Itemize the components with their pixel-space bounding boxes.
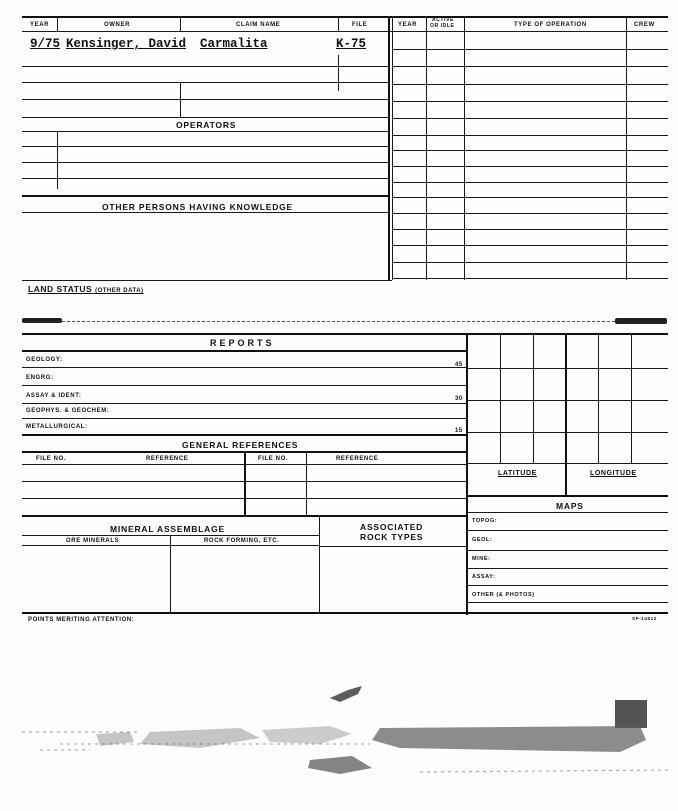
activity-row-line — [392, 245, 668, 246]
owner-col-divider — [338, 55, 339, 91]
header-divider — [626, 16, 627, 32]
maps-topog: TOPOG: — [472, 518, 498, 524]
report-num-45: 45 — [455, 362, 463, 368]
gr-reference-2: REFERENCE — [336, 456, 379, 462]
rock-forming-label: ROCK FORMING, ETC. — [204, 538, 280, 544]
activity-row-line — [392, 229, 668, 230]
reports-title-line — [22, 350, 468, 352]
report-line — [22, 367, 466, 368]
gr-file-no-1: FILE NO. — [36, 456, 67, 462]
header-owner: OWNER — [104, 22, 130, 28]
maps-title: MAPS — [556, 501, 584, 511]
reports-right-border — [466, 333, 468, 615]
maps-line — [468, 512, 668, 513]
gr-reference-1: REFERENCE — [146, 456, 189, 462]
scan-noise — [0, 660, 678, 811]
operators-line — [22, 178, 388, 179]
header-divider — [338, 16, 339, 32]
maps-line — [468, 602, 668, 603]
header-bottom-line — [22, 31, 668, 32]
entry-owner[interactable]: Kensinger, David — [66, 37, 187, 51]
header-divider — [464, 16, 465, 32]
operators-line — [22, 131, 388, 132]
coord-grid-line — [598, 335, 599, 463]
operators-line — [22, 162, 388, 163]
header-divider — [57, 16, 58, 32]
report-geology: GEOLOGY: — [26, 357, 63, 363]
gr-col-divider — [244, 451, 246, 515]
coord-grid-line — [500, 335, 501, 463]
header-file: FILE — [352, 22, 368, 28]
maps-other: OTHER (& PHOTOS) — [472, 592, 535, 598]
header-or-idle: OR IDLE — [430, 23, 455, 29]
operators-bottom — [22, 195, 388, 197]
activity-row-line — [392, 197, 668, 198]
form-number: SP-14812 — [632, 616, 657, 621]
maps-line — [468, 585, 668, 586]
header-divider — [180, 16, 181, 32]
form-bottom-line — [22, 612, 668, 614]
owner-row-line — [22, 82, 388, 83]
coord-grid-hline — [468, 368, 668, 369]
header-active: ACTIVE — [432, 17, 454, 23]
associated-rock-types-2: ROCK TYPES — [360, 532, 424, 542]
gr-bottom-line — [22, 515, 466, 517]
gr-col-divider — [306, 451, 307, 515]
land-status-label: LAND STATUS (OTHER DATA) — [28, 284, 144, 294]
maps-line — [468, 568, 668, 569]
maps-geol: GEOL: — [472, 537, 493, 543]
report-num-15: 15 — [455, 428, 463, 434]
report-num-30: 30 — [455, 396, 463, 402]
other-persons-line — [22, 212, 388, 213]
header-year-right: YEAR — [398, 22, 418, 28]
activity-row-line — [392, 166, 668, 167]
owner-col-divider — [180, 82, 181, 117]
column-divider-inner — [392, 16, 393, 280]
reports-top-border — [22, 333, 668, 335]
general-references-title: GENERAL REFERENCES — [182, 440, 299, 450]
coord-grid-line — [533, 335, 534, 463]
mineral-assemblage-title: MINERAL ASSEMBLAGE — [110, 524, 225, 534]
longitude-label: LONGITUDE — [590, 470, 637, 477]
report-line — [22, 385, 466, 386]
coord-grid-hline — [468, 463, 668, 464]
report-assay-ident: ASSAY & IDENT: — [26, 393, 82, 399]
owner-row-line — [22, 99, 388, 100]
entry-year[interactable]: 9/75 — [30, 37, 61, 51]
entry-file[interactable]: K-75 — [336, 37, 367, 51]
operators-title: OPERATORS — [176, 120, 237, 130]
report-metallurgical: METALLURGICAL: — [26, 424, 88, 430]
report-line — [22, 418, 466, 419]
report-engrg: ENGRG: — [26, 375, 54, 381]
maps-line — [468, 530, 668, 531]
rock-types-line — [319, 546, 466, 547]
ore-minerals-label: ORE MINERALS — [66, 538, 120, 544]
reports-bottom-line — [22, 434, 466, 436]
activity-row-line — [392, 118, 668, 119]
activity-row-line — [392, 84, 668, 85]
mineral-col-divider — [170, 535, 171, 613]
activity-row-line — [392, 182, 668, 183]
owner-row-line — [22, 66, 388, 67]
form-top-border — [22, 16, 668, 18]
entry-claim-name[interactable]: Carmalita — [200, 37, 268, 51]
owner-row-line — [22, 117, 388, 118]
operators-line — [22, 146, 388, 147]
activity-row-line — [392, 262, 668, 263]
activity-row-line — [392, 213, 668, 214]
maps-mine: MINE: — [472, 556, 491, 562]
column-divider — [388, 16, 390, 280]
other-persons-title: OTHER PERSONS HAVING KNOWLEDGE — [102, 202, 294, 212]
header-claim-name: CLAIM NAME — [236, 22, 281, 28]
coord-grid-hline — [468, 432, 668, 433]
header-type-of-operation: TYPE OF OPERATION — [514, 22, 587, 28]
associated-rock-types-1: ASSOCIATED — [360, 522, 424, 532]
mineral-divider — [319, 515, 320, 613]
activity-row-line — [392, 135, 668, 136]
scan-artifact — [615, 318, 667, 324]
gr-file-no-2: FILE NO. — [258, 456, 289, 462]
coord-grid-line — [631, 335, 632, 463]
maps-top-line — [468, 495, 668, 497]
activity-row-line — [392, 150, 668, 151]
activity-row-line — [392, 49, 668, 50]
header-crew: CREW — [634, 22, 655, 28]
maps-assay: ASSAY: — [472, 574, 496, 580]
header-year: YEAR — [30, 22, 50, 28]
report-line — [22, 403, 466, 404]
scan-artifact — [22, 318, 62, 323]
activity-col-divider — [626, 31, 627, 280]
header-divider — [426, 16, 427, 32]
maps-line — [468, 550, 668, 551]
activity-row-line — [392, 101, 668, 102]
scan-artifact — [62, 321, 615, 322]
land-status-top-line — [22, 280, 392, 281]
activity-row-line — [392, 66, 668, 67]
activity-col-divider — [426, 31, 427, 280]
coord-grid-hline — [468, 400, 668, 401]
operators-col-divider — [57, 131, 58, 189]
activity-row-line — [392, 278, 668, 279]
activity-col-divider — [464, 31, 465, 280]
latitude-label: LATITUDE — [498, 470, 537, 477]
reports-title: REPORTS — [210, 338, 275, 348]
report-geophys: GEOPHYS. & GEOCHEM: — [26, 408, 110, 414]
coord-grid-center — [565, 335, 567, 495]
points-meriting-attention: POINTS MERITING ATTENTION: — [28, 617, 135, 623]
